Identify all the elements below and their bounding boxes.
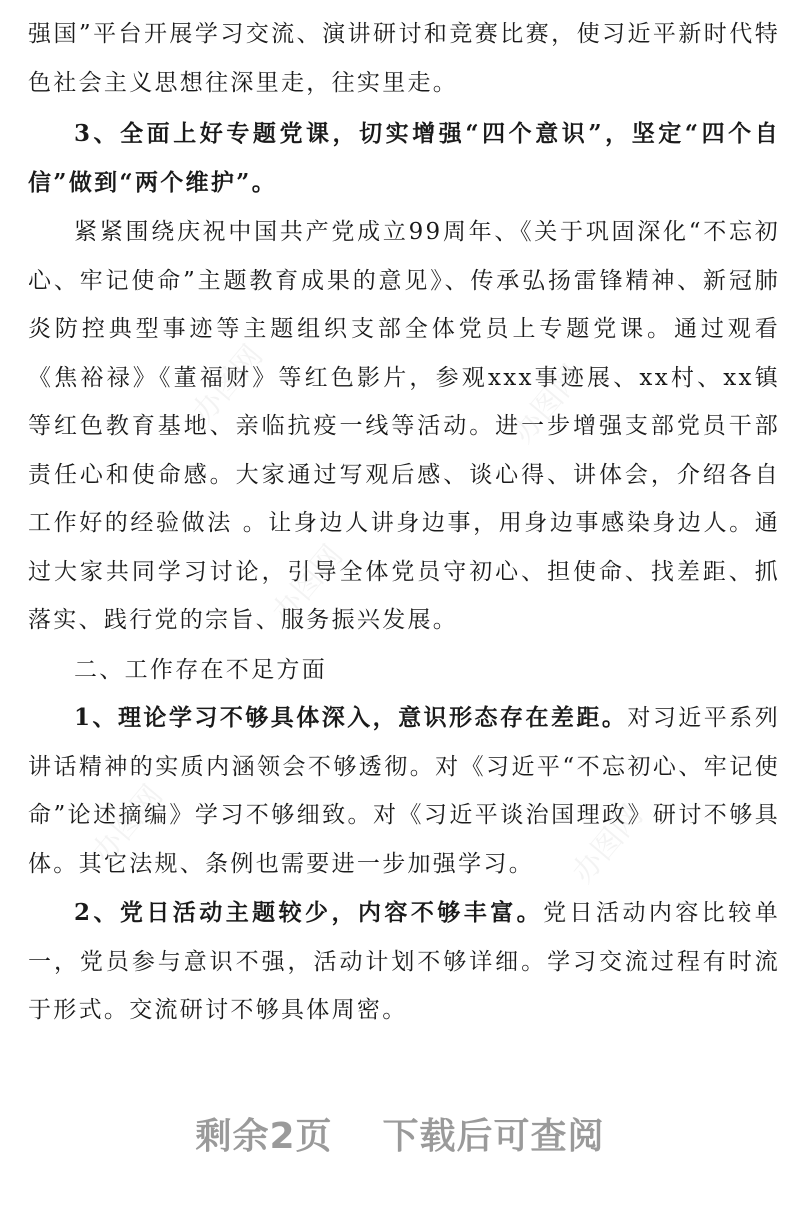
download-banner[interactable] [0, 1108, 800, 1159]
paragraph-issue-2 [28, 889, 780, 1035]
heading-item-3: 3、全面上好专题党课，切实增强“四个意识”，坚定“四个自信”做到“两个维护”。 [28, 120, 780, 196]
watermark: 办图网 [505, 358, 591, 450]
paragraph-continuation: 强国”平台开展学习交流、演讲研讨和竞赛比赛，使习近平新时代特色社会主义思想往深里走，往实里走。 [28, 21, 780, 96]
paragraph-issue-1 [28, 694, 780, 888]
issue-1-text: 对习近平系列讲话精神的实质内涵领会不够透彻。对《习近平“不忘初心、牢记使命”论述摘编》学习不够细致。对《习近平谈治国理政》研讨不够具体。其它法规、条例也需要进一步加强学习。 [28, 705, 780, 877]
watermark: 办图网 [185, 338, 271, 430]
watermark: 办图网 [85, 778, 171, 870]
issue-1-heading: 1、理论学习不够具体深入，意识形态存在差距。 [74, 704, 628, 731]
section-title-2: 二、工作存在不足方面 [74, 657, 327, 683]
remaining-pages-label: 剩余2页 [195, 1116, 333, 1157]
paragraph-item-3-body: 紧紧围绕庆祝中国共产党成立99周年、《关于巩固深化“不忘初心、牢记使命”主题教育成果的意见》、传承弘扬雷锋精神、新冠肺炎防控典型事迹等主题组织支部全体党员上专题党课。通过观看《焦裕禄》《董福财》等红色影片，参观xxx事迹展、xx村、xx镇等红色教育基地、亲临抗疫一线等活动。进一步增强支部党员干部责任心和使命感。大家通过写观后感、谈心得、讲体会，介绍各自工作好的经验做法 。让身边人讲身边事，用身边事感染身边人。通过大家共同学习讨论，引导全体党员守初心、担使命、找差距、抓落实、践行党的宗旨、服务振兴发展。 [28, 219, 780, 633]
issue-2-text: 党日活动内容比较单一，党员参与意识不强，活动计划不够详细。学习交流过程有时流于形式。交流研讨不够具体周密。 [28, 900, 781, 1023]
download-hint-label: 下载后可查阅 [382, 1116, 605, 1157]
watermark: 办图网 [265, 538, 351, 630]
watermark: 办图网 [565, 798, 651, 890]
issue-2-heading: 2、党日活动主题较少，内容不够丰富。 [74, 899, 544, 926]
